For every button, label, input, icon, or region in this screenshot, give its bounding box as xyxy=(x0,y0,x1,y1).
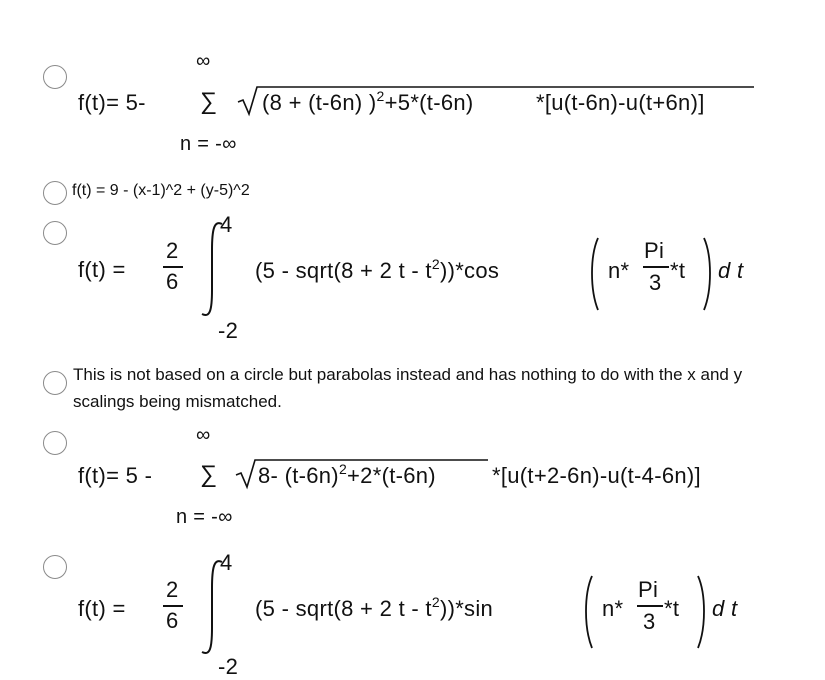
radio-option-a[interactable] xyxy=(43,65,67,89)
integrand xyxy=(255,596,493,622)
inner-fraction-bar xyxy=(637,605,663,607)
function-prefix: f(t)= 5- xyxy=(78,90,146,115)
step-suffix: *[u(t-6n)-u(t+6n)] xyxy=(536,90,705,115)
exponent: 2 xyxy=(338,461,348,477)
integral-upper: 4 xyxy=(220,550,233,575)
fraction-denominator: 6 xyxy=(166,608,179,633)
option-b-text: f(t) = 9 - (x-1)^2 + (y-5)^2 xyxy=(72,182,250,199)
inner-denominator: 3 xyxy=(649,270,662,295)
sum-lower-bound: n = -∞ xyxy=(176,506,233,528)
differential: d t xyxy=(718,258,744,283)
fraction-bar xyxy=(163,266,183,268)
radicand-term: (8 + (t-6n) ) xyxy=(262,90,377,115)
inner-numerator: Pi xyxy=(638,577,659,602)
radio-option-b[interactable] xyxy=(43,181,67,205)
integrand xyxy=(255,258,499,284)
radicand-rest: +2*(t-6n) xyxy=(347,463,436,488)
radicand xyxy=(262,90,474,116)
fraction-denominator: 6 xyxy=(166,269,179,294)
integral-lower: -2 xyxy=(218,318,239,343)
inner-pre: n* xyxy=(602,596,624,621)
function-lhs: f(t) = xyxy=(78,596,126,621)
function-prefix: f(t)= 5 - xyxy=(78,463,153,488)
inner-numerator: Pi xyxy=(644,238,665,263)
sigma-symbol: ∑ xyxy=(200,88,218,115)
fraction-numerator: 2 xyxy=(166,238,179,263)
sigma-symbol: ∑ xyxy=(200,461,218,488)
exponent: 2 xyxy=(431,594,440,610)
inner-post: *t xyxy=(664,596,680,621)
infinity-upper: ∞ xyxy=(196,50,211,72)
infinity-upper: ∞ xyxy=(196,424,211,446)
exponent: 2 xyxy=(431,256,440,272)
inner-pre: n* xyxy=(608,258,630,283)
radio-option-e[interactable] xyxy=(43,431,67,455)
inner-denominator: 3 xyxy=(643,609,656,634)
integral-lower: -2 xyxy=(218,654,239,679)
fraction-bar xyxy=(163,605,183,607)
step-suffix: *[u(t+2-6n)-u(t-4-6n)] xyxy=(492,463,701,488)
radicand-rest: +5*(t-6n) xyxy=(384,90,474,115)
integrand-pre: (5 - sqrt(8 + 2 t - t xyxy=(255,596,432,621)
exponent: 2 xyxy=(376,88,385,104)
radio-option-d[interactable] xyxy=(43,371,67,395)
differential: d t xyxy=(712,596,738,621)
fraction-numerator: 2 xyxy=(166,577,179,602)
function-lhs: f(t) = xyxy=(78,257,126,282)
integrand-post: ))*sin xyxy=(439,596,494,621)
integrand-pre: (5 - sqrt(8 + 2 t - t xyxy=(255,258,432,283)
radio-option-c[interactable] xyxy=(43,221,67,245)
inner-fraction-bar xyxy=(643,266,669,268)
radio-option-f[interactable] xyxy=(43,555,67,579)
radicand xyxy=(258,463,436,489)
radicand-term: 8- (t-6n) xyxy=(258,463,339,488)
sum-lower-bound: n = -∞ xyxy=(180,133,237,155)
integrand-post: ))*cos xyxy=(439,258,500,283)
integral-upper: 4 xyxy=(220,212,233,237)
inner-post: *t xyxy=(670,258,686,283)
option-d-text: This is not based on a circle but parabolas instead and has nothing to do with the x and y scalings being mismatched. xyxy=(73,365,743,411)
